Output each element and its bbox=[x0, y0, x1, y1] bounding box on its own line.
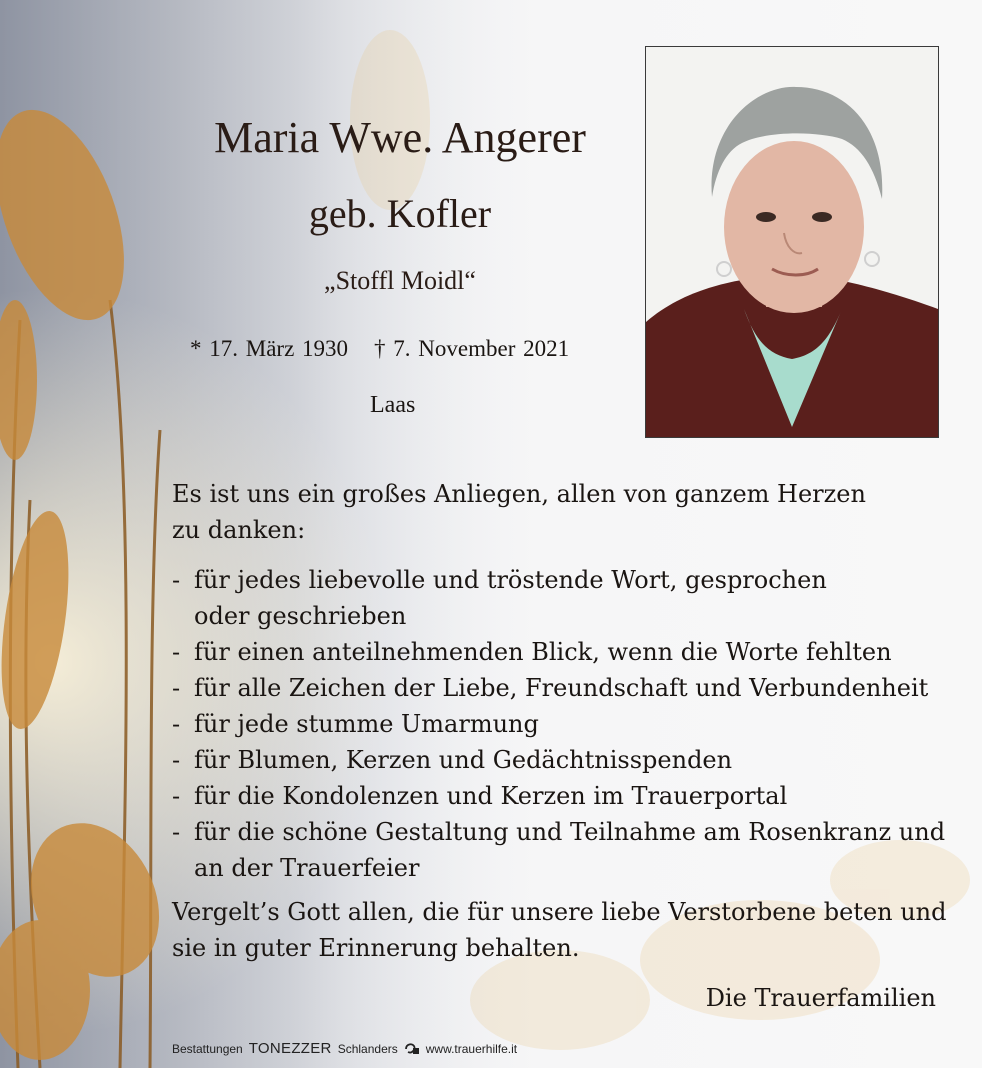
footer-suffix: Schlanders bbox=[337, 1041, 398, 1056]
list-item: - für alle Zeichen der Liebe, Freundschaft und Verbundenheit bbox=[172, 670, 952, 706]
place: Laas bbox=[370, 392, 416, 418]
list-item: - für die Kondolenzen und Kerzen im Trauerportal bbox=[172, 778, 952, 814]
birth-date: * 17. März 1930 bbox=[190, 336, 349, 361]
list-item: - für Blumen, Kerzen und Gedächtnisspenden bbox=[172, 742, 952, 778]
thanks-text bbox=[172, 476, 952, 966]
closing-text: Vergelt’s Gott allen, die für unsere liebe Verstorbene beten und sie in guter Erinnerung behalten. bbox=[172, 898, 947, 962]
deceased-name: Maria Wwe. Angerer bbox=[214, 113, 586, 162]
footer-website[interactable]: www.trauerhilfe.it bbox=[425, 1041, 518, 1056]
death-date: † 7. November 2021 bbox=[374, 336, 570, 361]
list-item: - für die schöne Gestaltung und Teilnahme am Rosenkranz und an der Trauerfeier bbox=[172, 814, 954, 886]
trauerhilfe-logo-icon bbox=[404, 1042, 420, 1056]
intro-text: Es ist uns ein großes Anliegen, allen von ganzem Herzen zu danken: bbox=[172, 480, 866, 544]
thanks-list bbox=[172, 562, 952, 886]
birth-name: geb. Kofler bbox=[308, 191, 492, 236]
footer bbox=[172, 1040, 517, 1057]
life-dates bbox=[190, 336, 595, 362]
portrait-image bbox=[646, 47, 938, 437]
nickname: „Stoffl Moidl“ bbox=[324, 266, 476, 295]
list-item: - für jedes liebevolle und tröstende Wort, gesprochen oder geschrieben bbox=[172, 562, 874, 634]
portrait-photo bbox=[645, 46, 939, 438]
list-item: - für einen anteilnehmenden Blick, wenn die Worte fehlten bbox=[172, 634, 952, 670]
footer-brand: TONEZZER bbox=[248, 1040, 332, 1057]
footer-prefix: Bestattungen bbox=[172, 1041, 243, 1056]
list-item: - für jede stumme Umarmung bbox=[172, 706, 952, 742]
signature: Die Trauerfamilien bbox=[705, 984, 936, 1012]
